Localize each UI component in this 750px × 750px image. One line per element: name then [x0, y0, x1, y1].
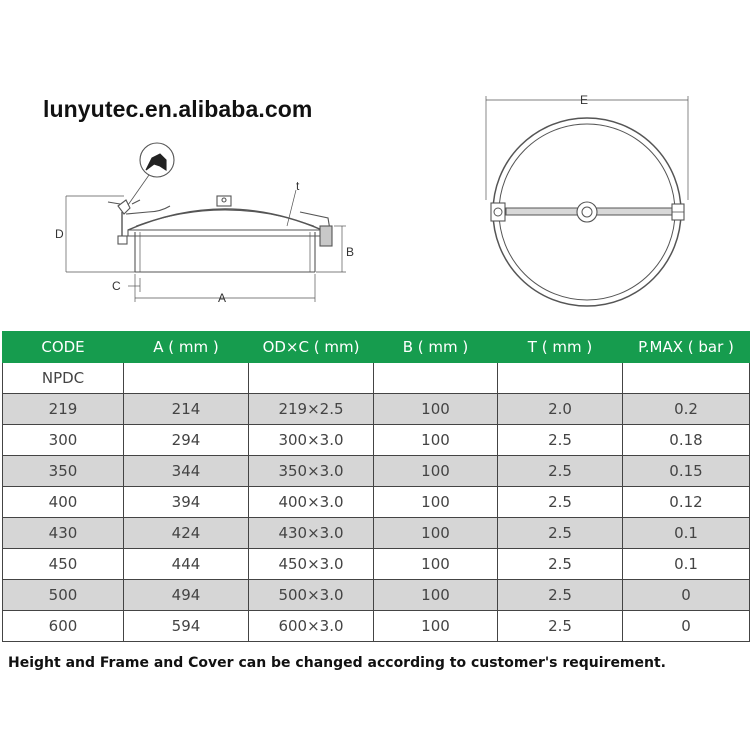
- table-cell: [374, 363, 498, 394]
- table-cell: 500: [3, 580, 124, 611]
- dim-label-b: B: [346, 245, 355, 259]
- table-cell: 350×3.0: [249, 456, 374, 487]
- spec-table: [2, 331, 750, 642]
- table-cell: 400×3.0: [249, 487, 374, 518]
- table-cell: 100: [374, 580, 498, 611]
- table-cell: 100: [374, 456, 498, 487]
- table-cell: 100: [374, 549, 498, 580]
- brand-url: lunyutec.en.alibaba.com: [43, 96, 313, 122]
- table-cell: 344: [124, 456, 249, 487]
- table-cell: 494: [124, 580, 249, 611]
- dim-label-a: A: [218, 291, 227, 305]
- header-code: CODE: [3, 332, 124, 363]
- table-cell: 2.5: [498, 425, 623, 456]
- header-a: A ( mm ): [124, 332, 249, 363]
- header-t: T ( mm ): [498, 332, 623, 363]
- table-cell: 0.12: [623, 487, 750, 518]
- table-row: [3, 549, 750, 580]
- table-row: [3, 580, 750, 611]
- table-cell: 450: [3, 549, 124, 580]
- table-cell: 2.0: [498, 394, 623, 425]
- dim-label-d: D: [55, 227, 64, 241]
- table-cell: 0.2: [623, 394, 750, 425]
- table-cell: 219: [3, 394, 124, 425]
- table-cell: 100: [374, 487, 498, 518]
- technical-drawing: [0, 0, 750, 330]
- table-cell: 0.1: [623, 518, 750, 549]
- table-cell: 2.5: [498, 456, 623, 487]
- table-header-row: [3, 332, 750, 363]
- footnote: Height and Frame and Cover can be changed according to customer's requirement.: [8, 655, 666, 671]
- table-row: [3, 456, 750, 487]
- table-cell: [623, 363, 750, 394]
- table-cell: 594: [124, 611, 249, 642]
- table-cell: 0: [623, 611, 750, 642]
- table-cell: [124, 363, 249, 394]
- table-cell: [249, 363, 374, 394]
- table-cell: 2.5: [498, 580, 623, 611]
- header-b: B ( mm ): [374, 332, 498, 363]
- table-cell: 350: [3, 456, 124, 487]
- table-cell: 600: [3, 611, 124, 642]
- top-view-drawing: [486, 96, 688, 306]
- table-row: [3, 425, 750, 456]
- table-cell: 219×2.5: [249, 394, 374, 425]
- table-cell: 2.5: [498, 611, 623, 642]
- table-cell: 300×3.0: [249, 425, 374, 456]
- table-cell: 100: [374, 611, 498, 642]
- header-odc: OD×C ( mm): [249, 332, 374, 363]
- table-cell: 430×3.0: [249, 518, 374, 549]
- table-cell: 394: [124, 487, 249, 518]
- dim-label-t: t: [296, 179, 300, 193]
- table-row: [3, 487, 750, 518]
- table-row: [3, 394, 750, 425]
- table-cell: 100: [374, 425, 498, 456]
- table-cell: 444: [124, 549, 249, 580]
- table-cell: 214: [124, 394, 249, 425]
- table-cell: 100: [374, 518, 498, 549]
- table-row: [3, 518, 750, 549]
- table-cell: 430: [3, 518, 124, 549]
- table-cell: 0.15: [623, 456, 750, 487]
- side-view-drawing: [66, 143, 346, 302]
- table-cell: 0.1: [623, 549, 750, 580]
- table-cell: 600×3.0: [249, 611, 374, 642]
- table-cell: 0: [623, 580, 750, 611]
- dim-label-c: C: [112, 279, 121, 293]
- table-row: [3, 611, 750, 642]
- table-cell: 450×3.0: [249, 549, 374, 580]
- header-pmax: P.MAX ( bar ): [623, 332, 750, 363]
- table-cell: [498, 363, 623, 394]
- table-cell: 300: [3, 425, 124, 456]
- table-cell: 400: [3, 487, 124, 518]
- table-cell: 2.5: [498, 549, 623, 580]
- table-cell: 2.5: [498, 518, 623, 549]
- table-cell: 424: [124, 518, 249, 549]
- prefix-code: NPDC: [3, 363, 124, 394]
- table-cell: 500×3.0: [249, 580, 374, 611]
- table-cell: 0.18: [623, 425, 750, 456]
- table-cell: 2.5: [498, 487, 623, 518]
- table-row-prefix: [3, 363, 750, 394]
- table-cell: 294: [124, 425, 249, 456]
- dim-label-e: E: [580, 93, 589, 107]
- table-cell: 100: [374, 394, 498, 425]
